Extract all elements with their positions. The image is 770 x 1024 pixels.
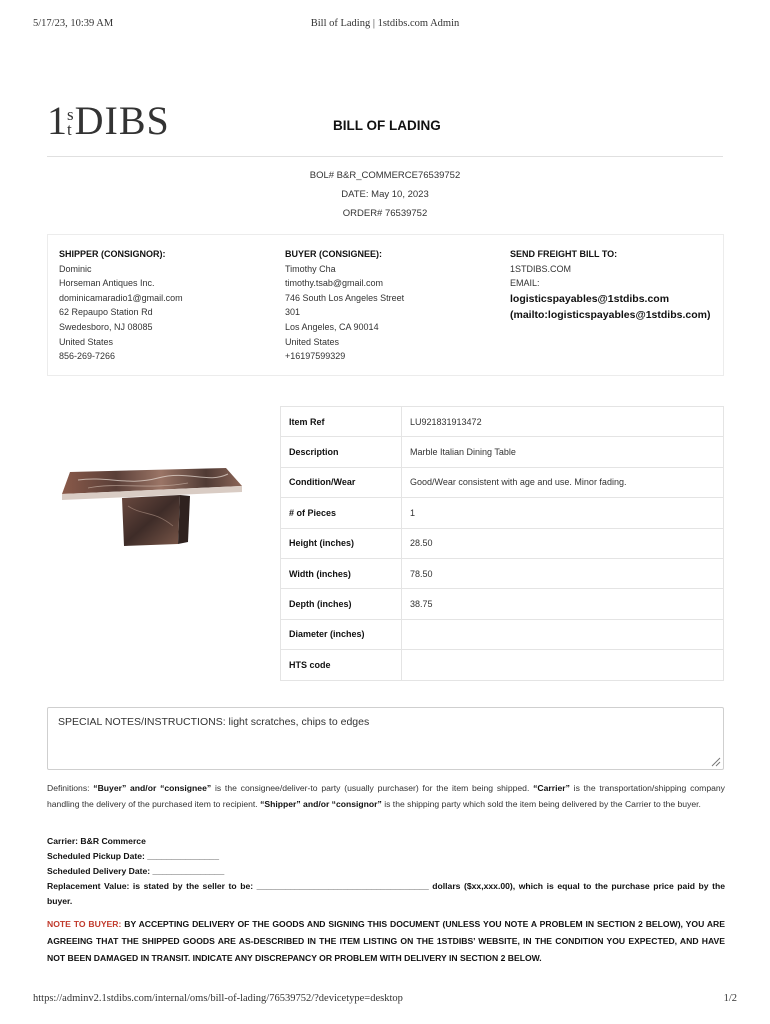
height-value: 28.50 <box>402 528 724 558</box>
1stdibs-logo: 1 s t DIBS <box>47 98 170 143</box>
document-title: BILL OF LADING <box>333 118 441 133</box>
freight-bill-heading: SEND FREIGHT BILL TO: <box>510 249 618 259</box>
shipper-city: Swedesboro, NJ 08085 <box>59 321 153 332</box>
height-label: Height (inches) <box>281 528 402 558</box>
shipper-name: Dominic <box>59 263 92 274</box>
table-row <box>281 619 724 649</box>
table-row <box>281 437 724 467</box>
print-header <box>33 18 737 32</box>
carrier-info <box>47 834 725 909</box>
item-ref-label: Item Ref <box>281 407 402 437</box>
bol-number: BOL# B&R_COMMERCE76539752 <box>309 170 461 181</box>
hts-code-value <box>402 650 724 680</box>
shipper-block <box>59 247 183 364</box>
condition-value: Good/Wear consistent with age and use. Minor fading. <box>402 467 724 497</box>
description-label: Description <box>281 437 402 467</box>
buyer-unit: 301 <box>285 307 301 318</box>
buyer-email: timothy.tsab@gmail.com <box>285 278 383 289</box>
definitions-paragraph: Definitions: “Buyer” and/or “consignee” is the consignee/deliver-to party (usually purchaser) for the item being shipped. “Carrier” is the transportation/shipping company handling the delivery of the purchased item to recipient. “Shipper” and/or “consignor” is the shipping party which sold the item being delivered by the Carrier to the buyer. <box>47 783 725 809</box>
freight-bill-company: 1STDIBS.COM <box>510 263 572 274</box>
item-ref-value: LU921831913472 <box>402 407 724 437</box>
note-to-buyer-text: BY ACCEPTING DELIVERY OF THE GOODS AND SIGNING THIS DOCUMENT (UNLESS YOU NOTE A PROBLEM IN SECTION 2 BELOW), YOU ARE AGREEING THAT THE SHIPPED GOODS ARE AS-DESCRIBED IN THE ITEM LISTING ON THE 1STDIBS’ WEBSITE, IN THE CONDITION YOU EXPECTED, AND HAVE NOT BEEN DAMAGED IN TRANSIT. INDICATE ANY DISCREPANCY OR PROBLEM WITH DELIVERY IN SECTION 2 BELOW. <box>47 919 725 963</box>
print-page-title: Bill of Lading | 1stdibs.com Admin <box>310 18 460 29</box>
print-url: https://adminv2.1stdibs.com/internal/oms/bill-of-lading/76539752/?devicetype=desktop <box>33 993 403 1004</box>
item-details-table <box>280 406 724 681</box>
shipper-term: “Shipper” and/or “consignor” <box>260 798 382 809</box>
freight-bill-email[interactable]: logisticspayables@1stdibs.com <box>510 292 670 305</box>
order-number: ORDER# 76539752 <box>342 208 428 219</box>
buyer-heading: BUYER (CONSIGNEE): <box>285 249 383 259</box>
shipper-company: Horseman Antiques Inc. <box>59 278 155 289</box>
table-row <box>281 528 724 558</box>
buyer-name: Timothy Cha <box>285 263 336 274</box>
shipper-email: dominicamaradio1@gmail.com <box>59 292 183 303</box>
freight-bill-email-label: EMAIL: <box>510 278 540 289</box>
note-to-buyer <box>47 916 725 967</box>
special-notes-text: SPECIAL NOTES/INSTRUCTIONS: light scratches, chips to edges <box>58 716 370 728</box>
freight-bill-mailto[interactable]: (mailto:logisticspayables@1stdibs.com) <box>510 308 711 321</box>
buyer-country: United States <box>285 336 340 347</box>
table-row <box>281 498 724 528</box>
buyer-term: “Buyer” and/or “consignee” <box>93 783 212 793</box>
pieces-value: 1 <box>402 498 724 528</box>
buyer-phone: +16197599329 <box>285 351 346 362</box>
table-row <box>281 558 724 588</box>
resize-handle-icon[interactable] <box>711 757 721 767</box>
pickup-date: Scheduled Pickup Date: _______________ <box>47 851 219 861</box>
note-to-buyer-label: NOTE TO BUYER: <box>47 919 122 929</box>
marble-dining-table-image <box>58 466 248 552</box>
print-datetime: 5/17/23, 10:39 AM <box>33 18 114 29</box>
delivery-date: Scheduled Delivery Date: _______________ <box>47 866 225 876</box>
depth-label: Depth (inches) <box>281 589 402 619</box>
width-label: Width (inches) <box>281 558 402 588</box>
pieces-label: # of Pieces <box>281 498 402 528</box>
buyer-block <box>285 247 404 364</box>
buyer-street: 746 South Los Angeles Street <box>285 292 405 303</box>
shipper-heading: SHIPPER (CONSIGNOR): <box>59 249 166 259</box>
table-row <box>281 650 724 680</box>
diameter-value <box>402 619 724 649</box>
table-row <box>281 589 724 619</box>
table-row <box>281 467 724 497</box>
hts-code-label: HTS code <box>281 650 402 680</box>
shipper-street: 62 Repaupo Station Rd <box>59 307 153 318</box>
carrier-term: “Carrier” <box>533 783 570 793</box>
carrier-name: Carrier: B&R Commerce <box>47 836 146 846</box>
depth-value: 38.75 <box>402 589 724 619</box>
table-row <box>281 407 724 437</box>
page-number: 1/2 <box>723 993 737 1004</box>
header-divider <box>47 156 723 157</box>
print-footer <box>33 993 737 1007</box>
buyer-city: Los Angeles, CA 90014 <box>285 321 379 332</box>
description-value: Marble Italian Dining Table <box>402 437 724 467</box>
condition-label: Condition/Wear <box>281 467 402 497</box>
bol-date: DATE: May 10, 2023 <box>341 189 429 200</box>
freight-bill-block <box>510 247 710 323</box>
parties-box <box>47 234 724 376</box>
replacement-value: Replacement Value: is stated by the seller to be: ____________________________________ dollars ($xx,xxx.00), which is equal to the purchase price paid by the buyer. <box>47 881 725 906</box>
diameter-label: Diameter (inches) <box>281 619 402 649</box>
width-value: 78.50 <box>402 558 724 588</box>
shipper-country: United States <box>59 336 114 347</box>
shipper-phone: 856-269-7266 <box>59 351 116 362</box>
special-notes-field[interactable] <box>47 707 724 770</box>
